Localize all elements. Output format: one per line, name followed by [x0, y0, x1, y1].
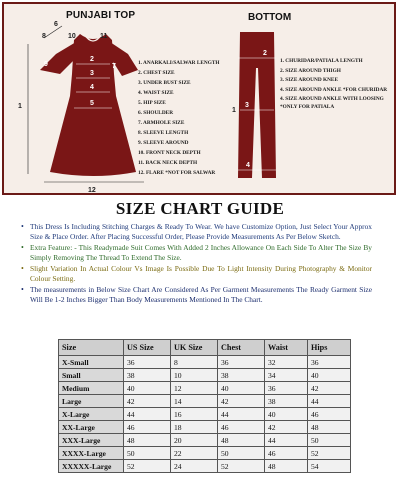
note-item	[21, 243, 372, 263]
cell-size: Small	[59, 369, 124, 382]
cell-uk-size: 12	[171, 382, 218, 395]
cell-chest: 46	[218, 421, 265, 434]
note-text: This Dress Is Including Stitching Charges & Ready To Wear. We have Customize Option, Just Select Your Approx Size & Place Order. After Placing Successful Order, Please Provide Measurements As Per Below Sketch.	[30, 222, 372, 241]
measurement-diagram	[2, 2, 396, 195]
table-row	[59, 447, 351, 460]
bottom-legend	[280, 58, 398, 113]
cell-uk-size: 8	[171, 356, 218, 369]
table-row	[59, 408, 351, 421]
top-num-2: 2	[90, 56, 94, 63]
pants-illustration	[232, 28, 282, 188]
legend-item: 6. SHOULDER	[138, 110, 174, 116]
cell-uk-size: 14	[171, 395, 218, 408]
cell-hips: 54	[308, 460, 351, 473]
top-num-4: 4	[90, 84, 94, 91]
legend-item: 11. BACK NECK DEPTH	[138, 160, 198, 166]
punjabi-top-title: PUNJABI TOP	[66, 10, 136, 21]
cell-waist: 46	[265, 447, 308, 460]
top-num-12: 12	[88, 187, 96, 194]
legend-item: 4. WAIST SIZE	[138, 90, 174, 96]
cell-us-size: 44	[124, 408, 171, 421]
legend-item: 2. SIZE AROUND THIGH	[280, 67, 341, 74]
cell-chest: 50	[218, 447, 265, 460]
cell-us-size: 50	[124, 447, 171, 460]
cell-hips: 42	[308, 382, 351, 395]
size-table	[58, 339, 351, 473]
top-num-7: 7	[112, 63, 116, 70]
legend-item: 10. FRONT NECK DEPTH	[138, 150, 201, 156]
cell-waist: 36	[265, 382, 308, 395]
size-chart-title: SIZE CHART GUIDE	[115, 199, 285, 218]
cell-waist: 44	[265, 434, 308, 447]
top-num-3: 3	[90, 70, 94, 77]
table-row	[59, 460, 351, 473]
bottom-num-4: 4	[246, 162, 250, 169]
legend-item: 7. ARMHOLE SIZE	[138, 120, 185, 126]
header-size: Size	[59, 340, 124, 356]
header-waist: Waist	[265, 340, 308, 356]
cell-uk-size: 20	[171, 434, 218, 447]
cell-chest: 44	[218, 408, 265, 421]
cell-us-size: 40	[124, 382, 171, 395]
bullet-icon: •	[21, 285, 24, 294]
note-text: The measurements in Below Size Chart Are Considered As Per Garment Measurements The Ready Garment Size Will Be 1-2 Inches Bigger Than Body Measurements Mentioned In The Chart.	[30, 285, 372, 304]
bullet-icon: •	[21, 264, 24, 273]
cell-waist: 38	[265, 395, 308, 408]
bottom-num-1: 1	[232, 107, 236, 114]
header-uk-size: UK Size	[171, 340, 218, 356]
kurta-right-sleeve	[110, 42, 138, 76]
note-item	[21, 264, 372, 284]
kurta-left-sleeve	[40, 42, 76, 74]
cell-hips: 50	[308, 434, 351, 447]
legend-item: 3. SIZE AROUND KNEE	[280, 77, 338, 84]
cell-chest: 36	[218, 356, 265, 369]
bottom-title: BOTTOM	[248, 12, 292, 23]
top-legend	[138, 58, 219, 178]
cell-size: XXXXX-Large	[59, 460, 124, 473]
cell-chest: 40	[218, 382, 265, 395]
cell-uk-size: 24	[171, 460, 218, 473]
kurta-illustration	[4, 4, 154, 194]
cell-uk-size: 10	[171, 369, 218, 382]
bottom-num-3: 3	[245, 102, 249, 109]
notes-list	[21, 222, 372, 306]
cell-chest: 38	[218, 369, 265, 382]
header-us-size: US Size	[124, 340, 171, 356]
top-num-9: 9	[44, 61, 48, 68]
legend-item: 1. ANARKALI/SALWAR LENGTH	[138, 60, 220, 66]
note-text: Slight Variation In Actual Colour Vs Image Is Possible Due To Light Intensity During Photography & Monitor Colour Setting.	[30, 264, 372, 283]
note-item	[21, 222, 372, 242]
legend-item: 8. SLEEVE LENGTH	[138, 130, 189, 136]
legend-item: 2. CHEST SIZE	[138, 70, 175, 76]
table-row	[59, 356, 351, 369]
table-header-row	[59, 340, 351, 356]
top-num-11: 11	[100, 33, 108, 40]
size-table-body	[59, 356, 351, 473]
cell-chest: 42	[218, 395, 265, 408]
cell-size: Large	[59, 395, 124, 408]
cell-waist: 42	[265, 421, 308, 434]
bullet-icon: •	[21, 243, 24, 252]
header-hips: Hips	[308, 340, 351, 356]
shoulder-line	[44, 26, 62, 38]
cell-us-size: 36	[124, 356, 171, 369]
bottom-num-2: 2	[263, 50, 267, 57]
cell-size: X-Large	[59, 408, 124, 421]
cell-waist: 48	[265, 460, 308, 473]
cell-hips: 44	[308, 395, 351, 408]
cell-size: XX-Large	[59, 421, 124, 434]
top-num-8: 8	[42, 33, 46, 40]
table-row	[59, 369, 351, 382]
table-row	[59, 382, 351, 395]
cell-us-size: 48	[124, 434, 171, 447]
cell-hips: 48	[308, 421, 351, 434]
pants-shape	[238, 32, 276, 178]
top-num-10: 10	[68, 33, 76, 40]
table-row	[59, 421, 351, 434]
legend-item: 4. SIZE AROUND ANKLE *FOR CHURIDAR	[280, 86, 388, 93]
cell-us-size: 38	[124, 369, 171, 382]
legend-item: 9. SLEEVE AROUND	[138, 140, 189, 146]
cell-uk-size: 18	[171, 421, 218, 434]
table-row	[59, 434, 351, 447]
cell-waist: 40	[265, 408, 308, 421]
cell-size: X-Small	[59, 356, 124, 369]
cell-waist: 32	[265, 356, 308, 369]
cell-waist: 34	[265, 369, 308, 382]
cell-size: XXX-Large	[59, 434, 124, 447]
cell-us-size: 52	[124, 460, 171, 473]
cell-uk-size: 16	[171, 408, 218, 421]
cell-hips: 46	[308, 408, 351, 421]
legend-item: 3. UNDER BUST SIZE	[138, 80, 191, 86]
cell-us-size: 46	[124, 421, 171, 434]
table-row	[59, 395, 351, 408]
top-num-1: 1	[18, 103, 22, 110]
top-num-6: 6	[54, 21, 58, 28]
cell-chest: 48	[218, 434, 265, 447]
cell-size: Medium	[59, 382, 124, 395]
cell-size: XXXX-Large	[59, 447, 124, 460]
cell-hips: 40	[308, 369, 351, 382]
cell-hips: 52	[308, 447, 351, 460]
note-text: Extra Feature: - This Readymade Suit Comes With Added 2 Inches Allowance On Each Side To Alter The Size By Simply Removing The Thread To Extend The Size.	[30, 243, 372, 262]
cell-hips: 36	[308, 356, 351, 369]
bullet-icon: •	[21, 222, 24, 231]
legend-item: 1. CHURIDAR/PATIALA LENGTH	[280, 58, 363, 64]
cell-us-size: 42	[124, 395, 171, 408]
header-chest: Chest	[218, 340, 265, 356]
legend-item: 5. HIP SIZE	[138, 100, 166, 106]
cell-uk-size: 22	[171, 447, 218, 460]
note-item	[21, 285, 372, 305]
legend-item: 12. FLARE *NOT FOR SALWAR	[138, 170, 216, 176]
legend-item: 4. SIZE AROUND ANKLE WITH LOOSING *ONLY FOR PATIALA	[280, 96, 384, 110]
top-num-5: 5	[90, 100, 94, 107]
cell-chest: 52	[218, 460, 265, 473]
